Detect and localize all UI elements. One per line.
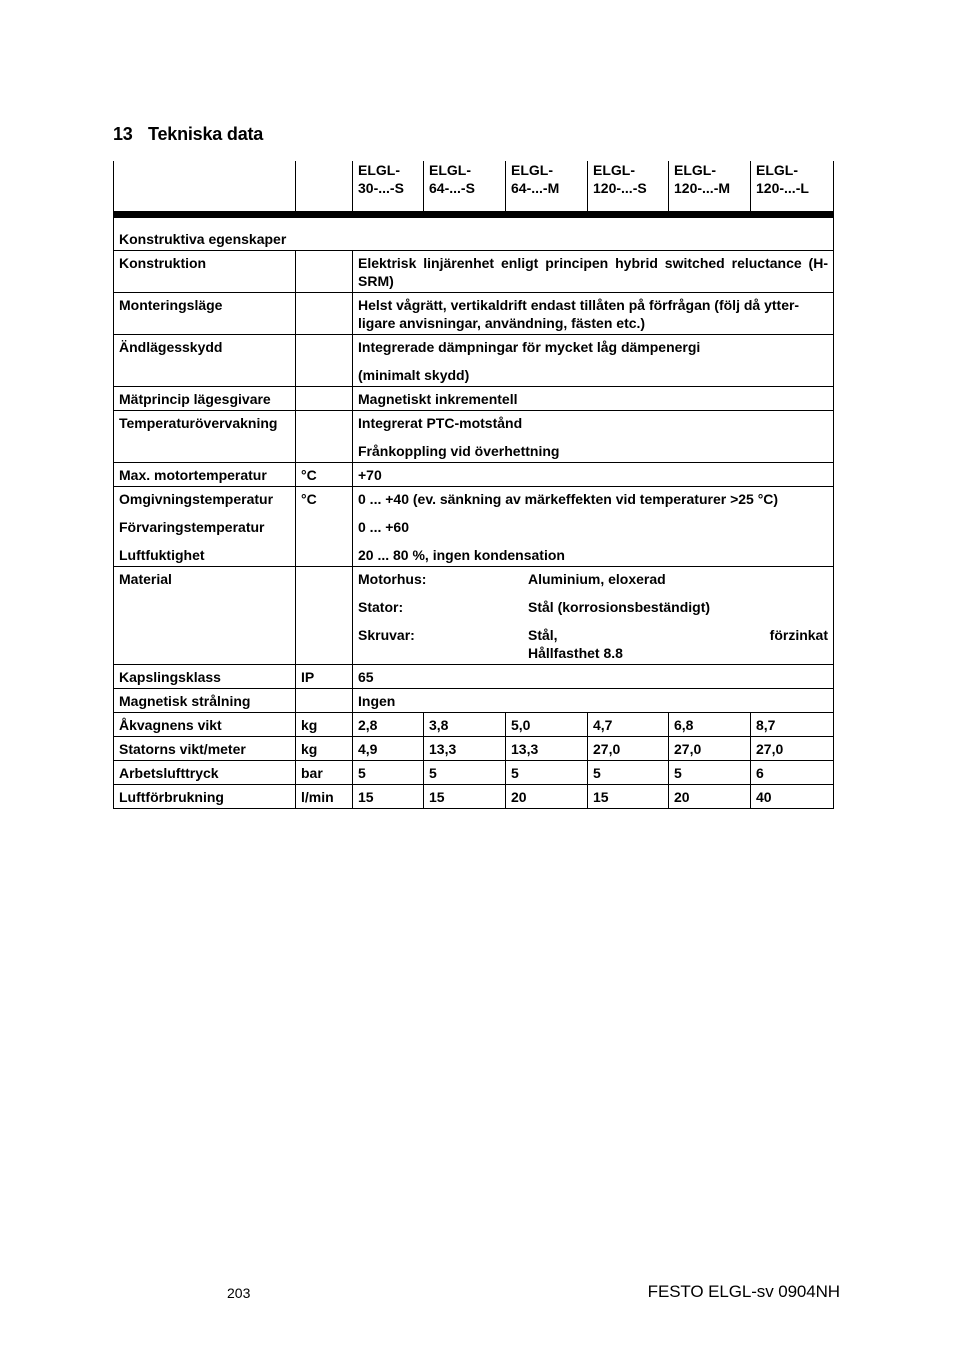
row-label: Monteringsläge [114, 293, 296, 335]
row-unit: °C [296, 463, 353, 487]
row-value: 65 [353, 665, 834, 689]
table-cell: 40 [751, 785, 834, 809]
header-empty-unit [296, 161, 353, 215]
row-label: Åkvagnens vikt [114, 713, 296, 737]
table-cell: 15 [588, 785, 669, 809]
row-unit [296, 411, 353, 463]
document-footer: FESTO ELGL-sv 0904NH [647, 1282, 840, 1301]
model-header: ELGL- 120-...-L [751, 161, 834, 215]
table-row [114, 411, 834, 463]
row-label: Konstruktion [114, 251, 296, 293]
table-cell: 5 [669, 761, 751, 785]
row-unit: °C [296, 487, 353, 567]
row-label: Mätprincip lägesgivare [114, 387, 296, 411]
row-label: Kapslingsklass [114, 665, 296, 689]
table-cell: 4,9 [353, 737, 424, 761]
row-unit: IP [296, 665, 353, 689]
material-key: Skruvar: [358, 627, 415, 643]
row-value: Elektrisk linjärenhet enligt principen hybrid switched reluctance (H-SRM) [353, 251, 834, 293]
table-cell: 15 [353, 785, 424, 809]
table-cell: 2,8 [353, 713, 424, 737]
row-value [353, 567, 834, 665]
table-cell: 6 [751, 761, 834, 785]
row-unit: l/min [296, 785, 353, 809]
table-row [114, 463, 834, 487]
row-unit [296, 689, 353, 713]
row-label: Statorns vikt/meter [114, 737, 296, 761]
table-row [114, 387, 834, 411]
section-row [114, 215, 834, 251]
row-unit [296, 251, 353, 293]
row-unit [296, 567, 353, 665]
row-value-line: (minimalt skydd) [358, 367, 470, 383]
table-row [114, 785, 834, 809]
table-cell: 5 [588, 761, 669, 785]
section-title: Tekniska data [148, 124, 264, 144]
table-row [114, 761, 834, 785]
model-header: ELGL- 64-...-S [424, 161, 506, 215]
material-value: Aluminium, eloxerad [528, 571, 666, 587]
table-cell: 27,0 [751, 737, 834, 761]
row-unit [296, 293, 353, 335]
table-row [114, 487, 834, 567]
row-value-line: 0 ... +40 (ev. sänkning av märkeffekten vid temperaturer >25 °C) [358, 491, 779, 507]
material-item [358, 570, 828, 588]
material-value: Stål, förzinkat Hållfasthet 8.8 [528, 627, 828, 661]
row-label-line: Luftfuktighet [119, 547, 205, 563]
table-row [114, 713, 834, 737]
section-row-heading: Konstruktiva egenskaper [114, 215, 834, 251]
row-value: Helst vågrätt, vertikaldrift endast tillåten på förfrågan (följ då ytter-ligare anvisningar, användning, fästen etc.) [353, 293, 834, 335]
row-label: Arbetslufttryck [114, 761, 296, 785]
table-row [114, 689, 834, 713]
table-cell: 4,7 [588, 713, 669, 737]
table-cell: 8,7 [751, 713, 834, 737]
row-label [114, 487, 296, 567]
row-unit [296, 335, 353, 387]
table-row [114, 665, 834, 689]
model-header: ELGL- 64-...-M [506, 161, 588, 215]
row-label-line: Förvaringstemperatur [119, 519, 265, 535]
table-row [114, 567, 834, 665]
row-value-line: Integrerat PTC-motstånd [358, 415, 523, 431]
section-heading [113, 124, 263, 145]
row-label: Luftförbrukning [114, 785, 296, 809]
table-cell: 27,0 [588, 737, 669, 761]
table-row [114, 251, 834, 293]
row-value [353, 335, 834, 387]
table-cell: 13,3 [506, 737, 588, 761]
row-label: Max. motortemperatur [114, 463, 296, 487]
table-cell: 20 [506, 785, 588, 809]
table-row [114, 737, 834, 761]
table-row [114, 293, 834, 335]
table-cell: 5 [424, 761, 506, 785]
row-value: +70 [353, 463, 834, 487]
row-value: Magnetiskt inkrementell [353, 387, 834, 411]
row-label-line: Omgivningstemperatur [119, 491, 274, 507]
table-cell: 20 [669, 785, 751, 809]
material-key: Stator: [358, 599, 404, 615]
row-value-line: 20 ... 80 %, ingen kondensation [358, 547, 565, 563]
table-row [114, 335, 834, 387]
row-value-line: 0 ... +60 [358, 519, 409, 535]
model-header: ELGL- 120-...-S [588, 161, 669, 215]
material-item [358, 598, 828, 616]
model-header: ELGL- 120-...-M [669, 161, 751, 215]
row-unit: kg [296, 713, 353, 737]
table-cell: 5 [506, 761, 588, 785]
model-header: ELGL- 30-...-S [353, 161, 424, 215]
material-value: Stål (korrosionsbeständigt) [528, 599, 711, 615]
model-header-row [114, 161, 834, 215]
row-value [353, 487, 834, 567]
page-number: 203 [227, 1285, 251, 1301]
row-label: Magnetisk strålning [114, 689, 296, 713]
row-unit [296, 387, 353, 411]
row-unit: kg [296, 737, 353, 761]
table-cell: 6,8 [669, 713, 751, 737]
table-cell: 27,0 [669, 737, 751, 761]
table-cell: 5 [353, 761, 424, 785]
table-cell: 5,0 [506, 713, 588, 737]
row-value [353, 411, 834, 463]
table-cell: 13,3 [424, 737, 506, 761]
header-empty-label [114, 161, 296, 215]
technical-data-table [113, 161, 834, 809]
table-cell: 3,8 [424, 713, 506, 737]
row-label: Ändlägesskydd [114, 335, 296, 387]
section-number: 13 [113, 124, 133, 144]
row-value-line: Integrerade dämpningar för mycket låg dämpenergi [358, 339, 701, 355]
table-cell: 15 [424, 785, 506, 809]
material-item [358, 626, 828, 662]
material-key: Motorhus: [358, 571, 427, 587]
row-label: Temperaturövervakning [114, 411, 296, 463]
row-value: Ingen [353, 689, 834, 713]
row-label: Material [114, 567, 296, 665]
row-unit: bar [296, 761, 353, 785]
row-value-line: Frånkoppling vid överhettning [358, 443, 560, 459]
